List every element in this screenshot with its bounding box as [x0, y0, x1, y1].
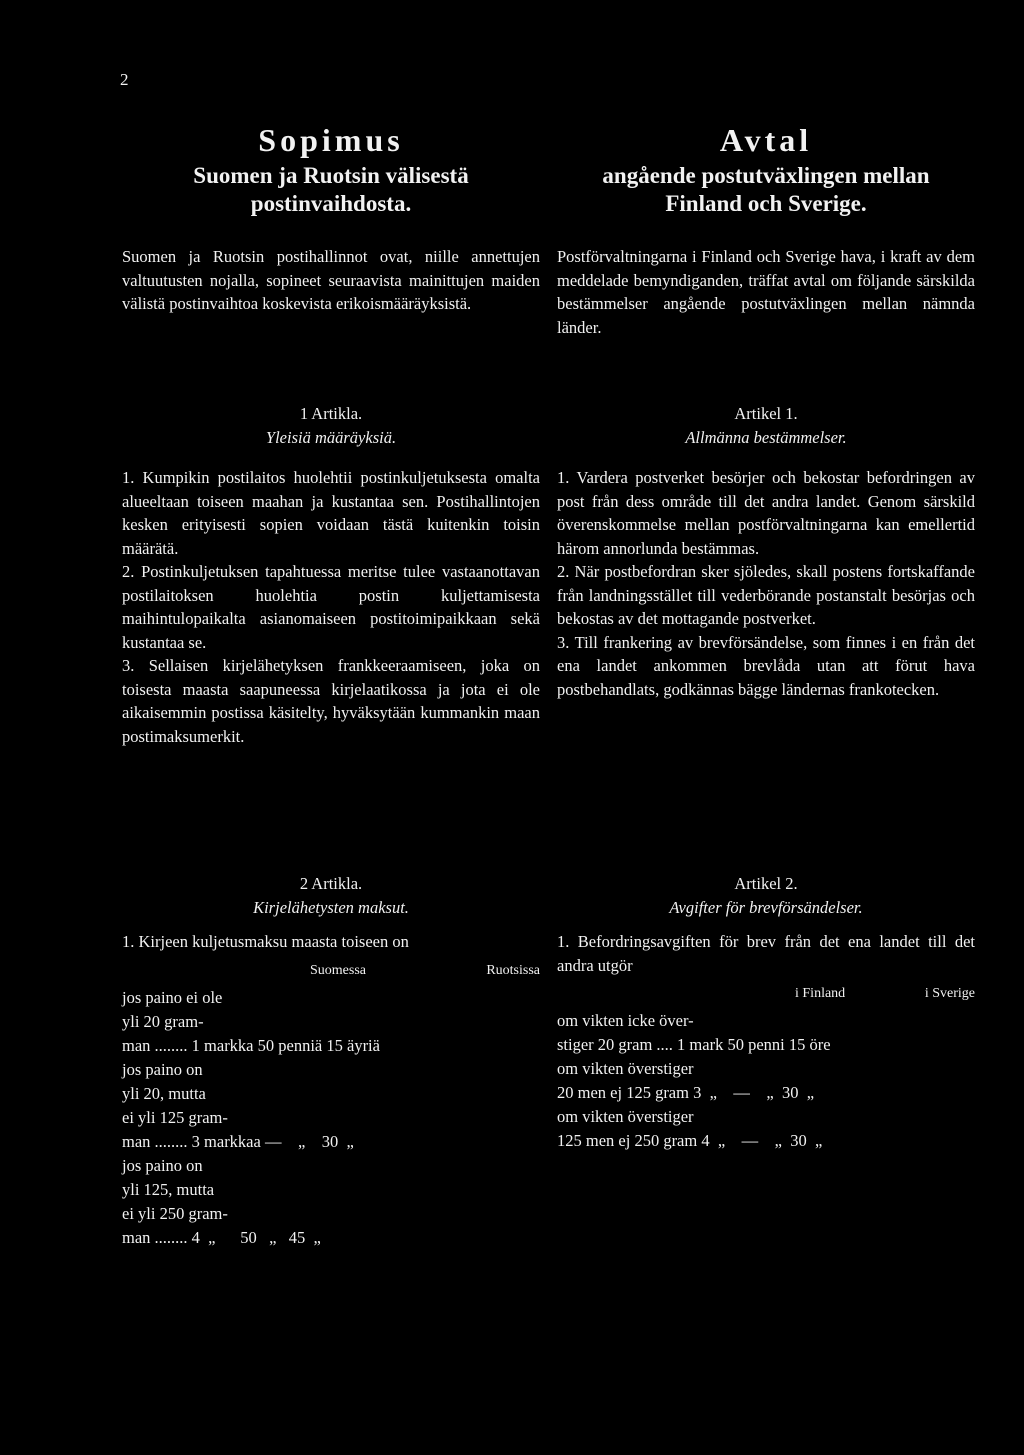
finnish-rate-header [122, 960, 540, 982]
swedish-article-1-para-3: 3. Till frankering av brevförsändelse, som finnes i en från det ena landet ankommen brevlåda utan att förut hava postbehandlats, godkännas bägge ländernas frankotecken. [557, 632, 975, 699]
swedish-column [557, 120, 975, 1150]
swedish-article-2-para-1: 1. Befordringsavgiften för brev från det ena landet till det andra utgör [557, 932, 975, 975]
finnish-article-2 [122, 872, 540, 1250]
swedish-article-1-subheading: Allmänna bestämmelser. [685, 427, 847, 447]
swedish-rate-header [557, 983, 975, 1005]
swedish-article-2 [557, 872, 975, 1153]
swedish-article-1-para-2: 2. När postbefordran sker sjöledes, skall postens fortskaffande från landningsstället till vederbörande postanstalt besörjas och bekostas av det mottagande postverket. [557, 562, 975, 628]
finnish-article-2-para-1: 1. Kirjeen kuljetusmaksu maasta toiseen on [122, 932, 409, 951]
swedish-article-1-para-1: 1. Vardera postverket besörjer och bekostar befordringen av post från dess område till det andra landet. Genom särskild överenskommelse mellan postförvaltningarna kan emellertid härom annorlunda bestämmas. [557, 468, 975, 558]
finnish-article-2-subheading: Kirjelähetysten maksut. [253, 897, 409, 917]
finnish-rate-col-sweden: Ruotsissa [486, 962, 540, 978]
finnish-article-1-para-1: 1. Kumpikin postilaitos huolehtii postinkuljetuksesta omalta alueeltaan toiseen maahan ja kustantaa sen. Postihallintojen kesken erityisesti sopien voidaan tästä kuitenkin toisin määrätä. [122, 468, 540, 558]
swedish-rate-col-sweden: i Sverige [924, 986, 975, 1001]
finnish-rate-line: jos paino on [122, 1059, 203, 1079]
finnish-subtitle-line-1: Suomen ja Ruotsin välisestä [193, 163, 469, 188]
finnish-article-1-heading: 1 Artikla. [299, 404, 363, 423]
swedish-article-1 [557, 402, 975, 701]
swedish-article-2-subheading: Avgifter för brevförsändelser. [669, 897, 863, 917]
finnish-article-1-para-3: 3. Sellaisen kirjelähetyksen frankkeeraamiseen, joka on toisesta maasta saapuneessa kirjelaatikossa ja jota ei ole aikaisemmin postissa käsitelty, hyväksytään kummankin maan postimaksumerkit. [122, 656, 540, 746]
finnish-article-1 [122, 402, 540, 748]
finnish-rate-line: man ........ 4 „ 50 „ 45 „ [122, 1227, 321, 1247]
swedish-title: Avtal [719, 122, 813, 158]
finnish-rate-line: man ........ 3 markkaa — „ 30 „ [122, 1131, 354, 1151]
finnish-rate-col-finland: Suomessa [310, 962, 366, 978]
finnish-column [122, 120, 540, 1247]
finnish-rate-line: ei yli 125 gram- [122, 1107, 228, 1127]
swedish-rate-line: om vikten överstiger [557, 1059, 694, 1078]
page-number: 2 [120, 70, 129, 89]
swedish-rate-col-finland: i Finland [795, 986, 846, 1001]
finnish-rate-line: yli 20, mutta [122, 1083, 206, 1103]
finnish-rate-line: jos paino on [122, 1155, 203, 1175]
finnish-article-1-para-2: 2. Postinkuljetuksen tapahtuessa meritse tulee vastaanottavan postilaitoksen huolehtia postin kuljettamisesta maihintulopaikalta asianomaiseen postitoimipaikkaan sekä kustantaa se. [122, 562, 540, 652]
swedish-rate-line: 125 men ej 250 gram 4 „ — „ 30 „ [557, 1131, 823, 1150]
finnish-rate-line: man ........ 1 markka 50 penniä 15 äyriä [122, 1035, 380, 1055]
finnish-rate-line: ei yli 250 gram- [122, 1203, 228, 1223]
swedish-article-1-heading: Artikel 1. [734, 404, 798, 423]
swedish-rate-line: 20 men ej 125 gram 3 „ — „ 30 „ [557, 1083, 815, 1102]
finnish-rate-line: yli 20 gram- [122, 1011, 204, 1031]
swedish-rate-line: stiger 20 gram .... 1 mark 50 penni 15 öre [557, 1035, 831, 1054]
swedish-article-2-heading: Artikel 2. [734, 874, 798, 893]
swedish-rate-line: om vikten icke över- [557, 1011, 694, 1030]
swedish-rate-line: om vikten överstiger [557, 1107, 694, 1126]
swedish-subtitle-line-2: Finland och Sverige. [665, 191, 867, 216]
finnish-subtitle-line-2: postinvaihdosta. [250, 191, 412, 216]
finnish-intro: Suomen ja Ruotsin postihallinnot ovat, niille annettujen valtuutusten nojalla, sopineet seuraavista mainittujen maiden välistä postinvaihtoa koskevista erikoismääräyksistä. [122, 247, 540, 313]
swedish-intro: Postförvaltningarna i Finland och Sverige hava, i kraft av dem meddelade bemyndiganden, träffat avtal om följande särskilda bestämmelser angående postutväxlingen mellan nämnda länder. [557, 247, 975, 337]
finnish-rate-line: yli 125, mutta [122, 1179, 215, 1199]
finnish-title: Sopimus [258, 122, 404, 158]
finnish-article-2-heading: 2 Artikla. [299, 874, 363, 893]
swedish-subtitle-line-1: angående postutväxlingen mellan [602, 163, 930, 188]
finnish-rate-line: jos paino ei ole [122, 987, 223, 1007]
finnish-article-1-subheading: Yleisiä määräyksiä. [265, 427, 397, 447]
